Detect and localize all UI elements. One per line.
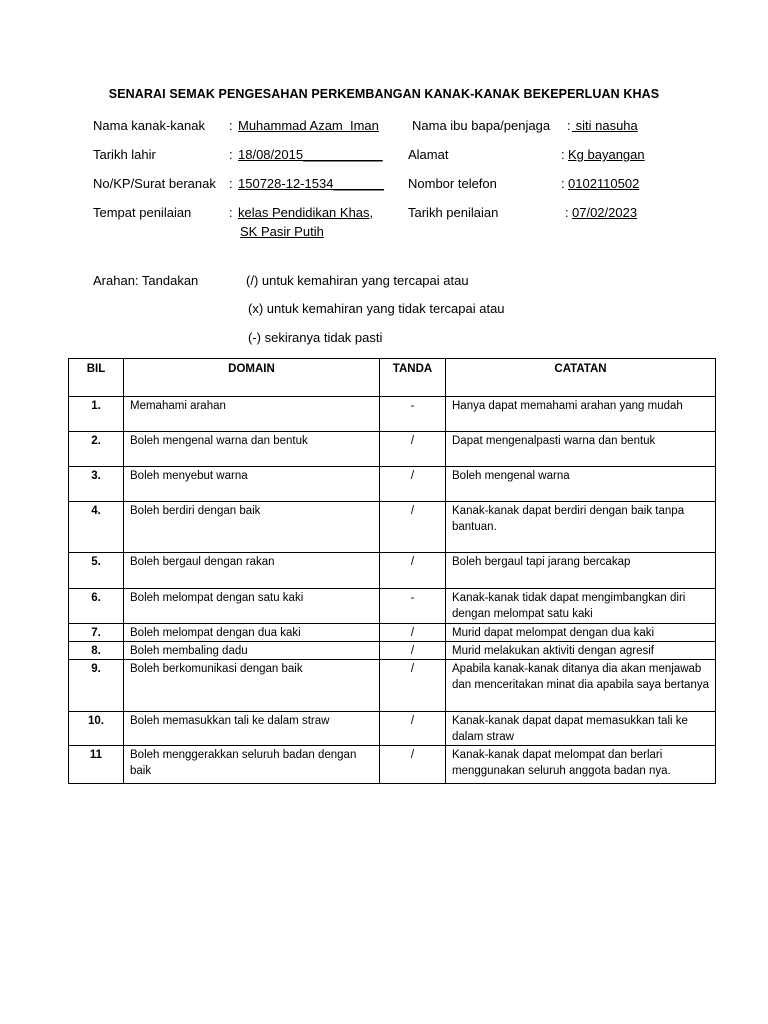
address-value: Kg bayangan [568, 147, 645, 162]
table-row [69, 660, 716, 712]
address-sep: : [561, 147, 565, 162]
table-row [69, 553, 716, 589]
row-domain: Boleh mengenal warna dan bentuk [124, 432, 380, 467]
row-tanda: / [380, 502, 446, 553]
table-row [69, 467, 716, 502]
row-catatan: Kanak-kanak dapat melompat dan berlari menggunakan seluruh anggota badan nya. [446, 746, 716, 784]
row-tanda: / [380, 746, 446, 784]
row-bil: 7. [69, 624, 124, 642]
row-domain: Memahami arahan [124, 397, 380, 432]
table-row [69, 746, 716, 784]
assessment-date-label: Tarikh penilaian [408, 205, 499, 220]
row-bil: 8. [69, 642, 124, 660]
table-header-row [69, 359, 716, 397]
parent-name-label: Nama ibu bapa/penjaga [412, 118, 551, 133]
row-domain: Boleh melompat dengan dua kaki [124, 624, 380, 642]
instructions-lead: Arahan: Tandakan [93, 273, 199, 288]
phone-sep: : [561, 176, 565, 191]
place-value-line2: SK Pasir Putih [240, 224, 324, 239]
row-bil: 5. [69, 553, 124, 589]
row-catatan: Hanya dapat memahami arahan yang mudah [446, 397, 716, 432]
ic-label: No/KP/Surat beranak [93, 176, 216, 191]
phone-label: Nombor telefon [408, 176, 497, 191]
header-domain: DOMAIN [124, 359, 380, 397]
ic-value: 150728-12-1534_______ [238, 176, 385, 191]
place-label: Tempat penilaian [93, 205, 192, 220]
row-domain: Boleh berkomunikasi dengan baik [124, 660, 380, 712]
row-catatan: Dapat mengenalpasti warna dan bentuk [446, 432, 716, 467]
row-catatan: Kanak-kanak tidak dapat mengimbangkan diri dengan melompat satu kaki [446, 589, 716, 624]
table-row [69, 642, 716, 660]
row-catatan: Murid melakukan aktiviti dengan agresif [446, 642, 716, 660]
document-title: SENARAI SEMAK PENGESAHAN PERKEMBANGAN KANAK-KANAK BEKEPERLUAN KHAS [108, 87, 660, 101]
row-bil: 1. [69, 397, 124, 432]
table-row [69, 502, 716, 553]
row-tanda: / [380, 467, 446, 502]
row-tanda: / [380, 712, 446, 746]
row-tanda: / [380, 553, 446, 589]
instructions-line1: (/) untuk kemahiran yang tercapai atau [246, 273, 469, 288]
row-domain: Boleh menyebut warna [124, 467, 380, 502]
row-catatan: Kanak-kanak dapat berdiri dengan baik tanpa bantuan. [446, 502, 716, 553]
address-label: Alamat [408, 147, 449, 162]
table-row [69, 397, 716, 432]
row-tanda: / [380, 432, 446, 467]
table-row [69, 624, 716, 642]
checklist-table [68, 358, 716, 784]
row-bil: 11 [69, 746, 124, 784]
ic-sep: : [229, 176, 233, 191]
instructions-line2: (x) untuk kemahiran yang tidak tercapai atau [248, 301, 505, 316]
dob-value: 18/08/2015___________ [238, 147, 383, 162]
row-domain: Boleh bergaul dengan rakan [124, 553, 380, 589]
row-tanda: / [380, 660, 446, 712]
header-catatan: CATATAN [446, 359, 716, 397]
row-catatan: Boleh mengenal warna [446, 467, 716, 502]
instructions-line3: (-) sekiranya tidak pasti [248, 330, 383, 345]
child-name-sep: : [229, 118, 233, 133]
row-tanda: / [380, 624, 446, 642]
row-bil: 2. [69, 432, 124, 467]
row-bil: 3. [69, 467, 124, 502]
row-bil: 4. [69, 502, 124, 553]
dob-sep: : [229, 147, 233, 162]
row-bil: 6. [69, 589, 124, 624]
phone-value: 0102110502 [568, 176, 640, 191]
assessment-date-sep: : [565, 205, 569, 220]
row-bil: 9. [69, 660, 124, 712]
row-catatan: Apabila kanak-kanak ditanya dia akan menjawab dan menceritakan minat dia apabila saya bertanya [446, 660, 716, 712]
row-domain: Boleh menggerakkan seluruh badan dengan baik [124, 746, 380, 784]
row-tanda: - [380, 397, 446, 432]
row-domain: Boleh melompat dengan satu kaki [124, 589, 380, 624]
row-domain: Boleh membaling dadu [124, 642, 380, 660]
assessment-date-value: 07/02/2023 [572, 205, 638, 220]
table-row [69, 712, 716, 746]
header-bil: BIL [69, 359, 124, 397]
row-domain: Boleh memasukkan tali ke dalam straw [124, 712, 380, 746]
place-value-line1: kelas Pendidikan Khas, [238, 205, 374, 220]
header-tanda: TANDA [380, 359, 446, 397]
place-sep: : [229, 205, 233, 220]
parent-name-sep: : [567, 118, 571, 133]
table-row [69, 589, 716, 624]
child-name-value: Muhammad Azam Iman [238, 118, 379, 133]
row-tanda: / [380, 642, 446, 660]
row-tanda: - [380, 589, 446, 624]
row-catatan: Murid dapat melompat dengan dua kaki [446, 624, 716, 642]
row-catatan: Kanak-kanak dapat dapat memasukkan tali ke dalam straw [446, 712, 716, 746]
child-name-label: Nama kanak-kanak [93, 118, 205, 133]
dob-label: Tarikh lahir [93, 147, 156, 162]
table-row [69, 432, 716, 467]
row-catatan: Boleh bergaul tapi jarang bercakap [446, 553, 716, 589]
row-domain: Boleh berdiri dengan baik [124, 502, 380, 553]
parent-name-value: siti nasuha [572, 118, 638, 133]
row-bil: 10. [69, 712, 124, 746]
